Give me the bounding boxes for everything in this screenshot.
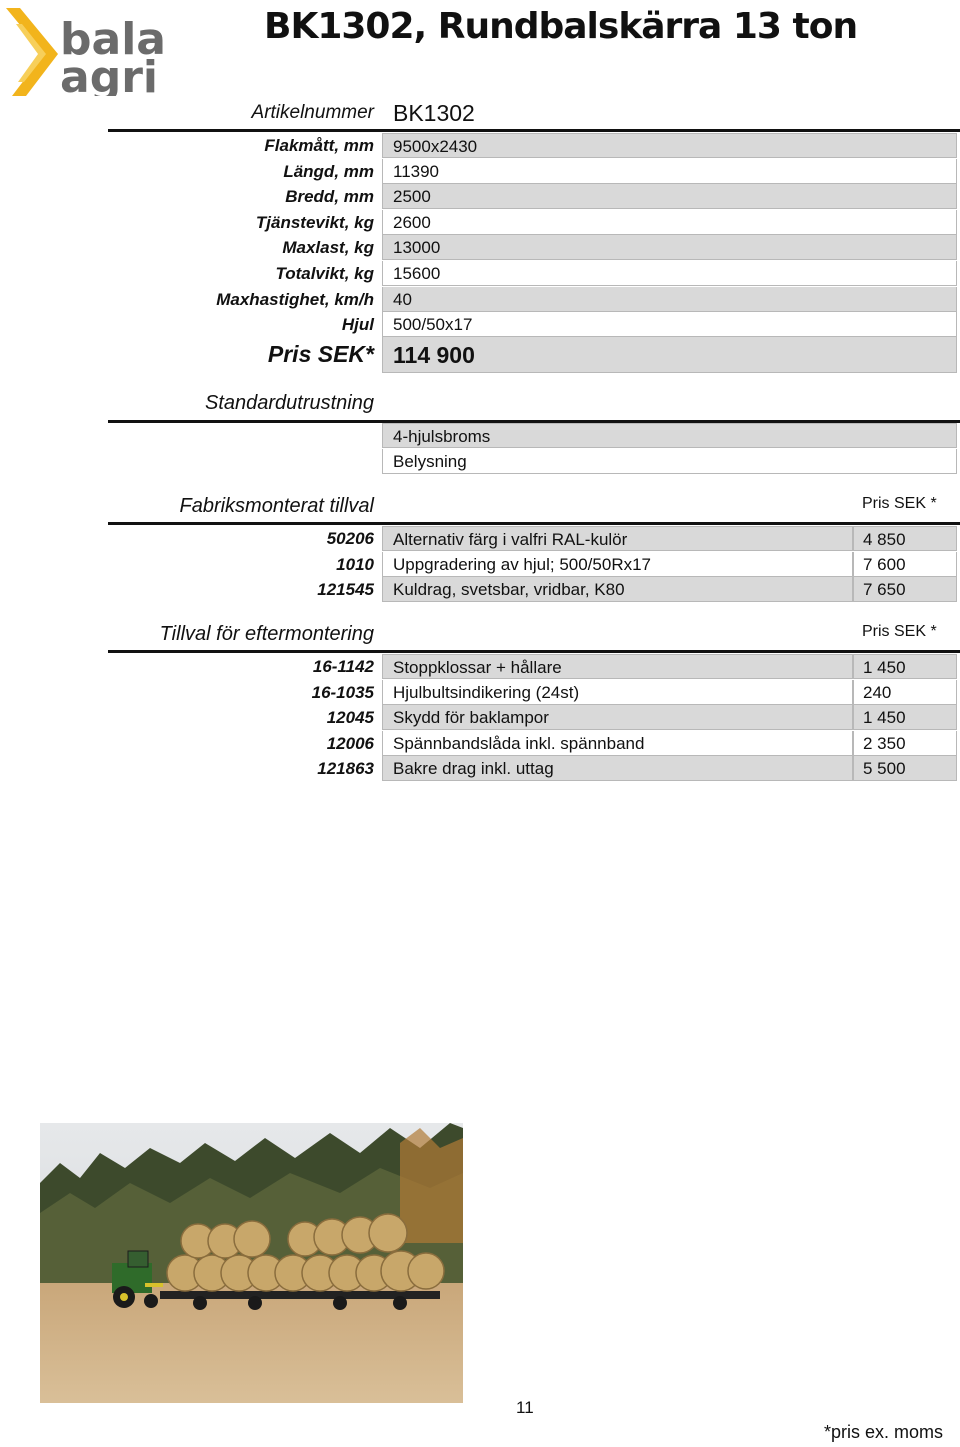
divider [108, 129, 960, 132]
aftermarket-row [0, 680, 960, 705]
spec-value: 9500x2430 [382, 133, 957, 158]
bala-agri-logo [4, 4, 180, 96]
spec-label: Maxhastighet, km/h [216, 290, 374, 309]
aftermarket-row [0, 654, 960, 679]
aftermarket-price: 5 500 [853, 756, 957, 781]
divider [108, 650, 960, 653]
spec-row [0, 133, 960, 158]
spec-label: Totalvikt, kg [275, 264, 374, 283]
spec-value: 2600 [382, 210, 957, 235]
footnote: *pris ex. moms [823, 1422, 943, 1442]
aftermarket-row [0, 705, 960, 730]
standard-item [0, 423, 960, 448]
spec-label: Flakmått, mm [264, 136, 374, 155]
divider [108, 522, 960, 525]
aftermarket-row [0, 756, 960, 781]
spec-label: Tjänstevikt, kg [255, 213, 374, 232]
aftermarket-desc: Spännbandslåda inkl. spännband [382, 731, 853, 756]
spec-row [0, 184, 960, 209]
spec-value: 11390 [382, 159, 957, 184]
aftermarket-price-heading: Pris SEK * [862, 623, 937, 640]
aftermarket-desc: Hjulbultsindikering (24st) [382, 680, 853, 705]
factory-desc: Kuldrag, svetsbar, vridbar, K80 [382, 577, 853, 602]
aftermarket-desc: Bakre drag inkl. uttag [382, 756, 853, 781]
price-value: 114 900 [382, 337, 957, 373]
aftermarket-code: 16-1035 [311, 683, 374, 702]
artikel-value: BK1302 [393, 100, 475, 126]
spec-value: 2500 [382, 184, 957, 209]
aftermarket-desc: Stoppklossar + hållare [382, 654, 853, 679]
standard-heading: Standardutrustning [204, 392, 374, 414]
spec-row [0, 312, 960, 337]
aftermarket-price: 1 450 [853, 705, 957, 730]
page-title: BK1302, Rundbalskärra 13 ton [264, 6, 858, 47]
aftermarket-code: 121863 [317, 759, 374, 778]
standard-item-label: 4-hjulsbroms [382, 423, 957, 448]
factory-price: 7 600 [853, 552, 957, 577]
spec-row [0, 210, 960, 235]
factory-row [0, 526, 960, 551]
spec-value: 40 [382, 287, 957, 312]
spec-label: Bredd, mm [285, 187, 374, 206]
factory-code: 1010 [336, 555, 374, 574]
spec-label: Hjul [341, 315, 374, 334]
logo-text-bala: bala [60, 14, 166, 65]
factory-price: 4 850 [853, 526, 957, 551]
spec-value: 15600 [382, 261, 957, 286]
aftermarket-code: 12045 [326, 708, 374, 727]
artikel-label: Artikelnummer [251, 102, 374, 123]
spec-label: Maxlast, kg [282, 238, 374, 257]
aftermarket-desc: Skydd för baklampor [382, 705, 853, 730]
spec-row [0, 159, 960, 184]
factory-code: 50206 [326, 529, 374, 548]
factory-desc: Alternativ färg i valfri RAL-kulör [382, 526, 853, 551]
spec-row [0, 287, 960, 312]
spec-row [0, 261, 960, 286]
factory-row [0, 577, 960, 602]
factory-row [0, 552, 960, 577]
aftermarket-heading: Tillval för eftermontering [159, 623, 374, 645]
price-row [0, 337, 960, 373]
aftermarket-price: 1 450 [853, 654, 957, 679]
factory-heading: Fabriksmonterat tillval [179, 495, 374, 517]
page-number: 11 [516, 1398, 534, 1417]
spec-value: 13000 [382, 235, 957, 260]
price-label: Pris SEK* [267, 341, 374, 367]
standard-item-label: Belysning [382, 449, 957, 474]
aftermarket-row [0, 731, 960, 756]
factory-desc: Uppgradering av hjul; 500/50Rx17 [382, 552, 853, 577]
standard-item [0, 449, 960, 474]
aftermarket-code: 12006 [326, 734, 374, 753]
aftermarket-price: 240 [853, 680, 957, 705]
spec-value: 500/50x17 [382, 312, 957, 337]
factory-price-heading: Pris SEK * [862, 495, 937, 512]
aftermarket-price: 2 350 [853, 731, 957, 756]
spec-row [0, 235, 960, 260]
factory-code: 121545 [317, 580, 374, 599]
aftermarket-code: 16-1142 [312, 657, 374, 676]
product-photo [40, 1123, 463, 1403]
spec-label: Längd, mm [283, 162, 374, 181]
artikel-row [0, 100, 960, 125]
factory-price: 7 650 [853, 577, 957, 602]
logo-text-agri: agri [60, 52, 158, 96]
